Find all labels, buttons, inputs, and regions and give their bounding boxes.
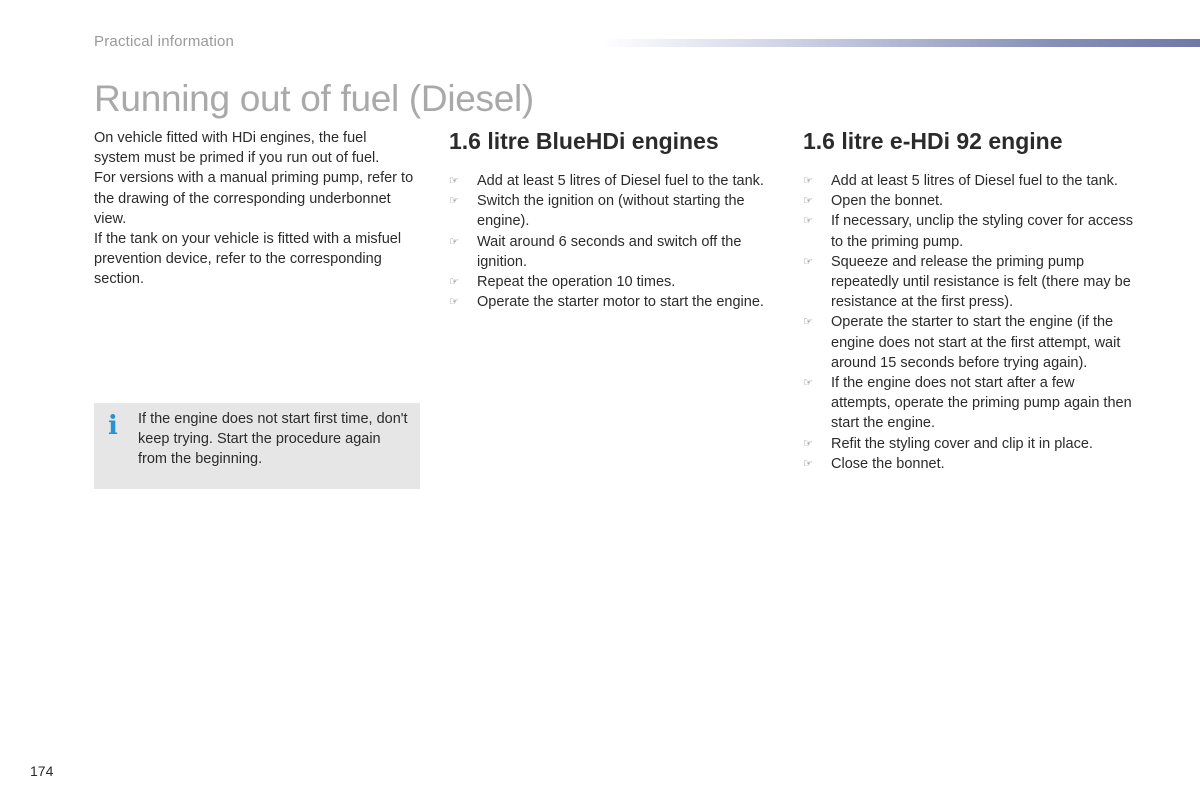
info-box (94, 403, 420, 489)
intro-paragraph: For versions with a manual priming pump, refer to the drawing of the corresponding underbonnet view. (94, 170, 414, 227)
step-item (803, 454, 1133, 474)
page-number: 174 (30, 763, 54, 779)
pointing-hand-icon: ☞ (803, 436, 813, 450)
step-text: Switch the ignition on (without starting the engine). (477, 193, 745, 230)
step-text: Wait around 6 seconds and switch off the ignition. (477, 233, 742, 270)
step-item (449, 171, 779, 191)
pointing-hand-icon: ☞ (449, 275, 459, 289)
pointing-hand-icon: ☞ (449, 234, 459, 248)
section-bluehdi (449, 125, 779, 312)
step-item (449, 292, 779, 312)
steps-list (803, 171, 1133, 474)
step-item (803, 191, 1133, 211)
intro-text (94, 128, 414, 290)
section-title: 1.6 litre BlueHDi engines (449, 128, 719, 154)
step-text: Add at least 5 litres of Diesel fuel to the tank. (477, 173, 764, 189)
steps-list (449, 171, 779, 312)
step-item (803, 252, 1133, 313)
step-item (449, 191, 779, 231)
step-item (803, 312, 1133, 373)
pointing-hand-icon: ☞ (803, 174, 813, 187)
step-item (803, 434, 1133, 454)
step-item (803, 211, 1133, 251)
pointing-hand-icon: ☞ (449, 194, 459, 208)
pointing-hand-icon: ☞ (803, 214, 813, 228)
step-text: Repeat the operation 10 times. (477, 274, 676, 291)
step-text: Add at least 5 litres of Diesel fuel to the tank. (831, 173, 1118, 189)
step-text: Operate the starter motor to start the engine. (477, 294, 764, 311)
info-box-text: If the engine does not start first time, don't keep trying. Start the procedure again from the beginning. (138, 411, 408, 468)
step-text: Squeeze and release the priming pump repeatedly until resistance is felt (there may be resistance at the first press). (831, 253, 1131, 311)
page-title: Running out of fuel (Diesel) (94, 78, 534, 119)
step-item (449, 232, 779, 272)
intro-paragraph: If the tank on your vehicle is fitted with a misfuel prevention device, refer to the corresponding section. (94, 231, 402, 288)
header-accent-bar (600, 39, 1200, 47)
pointing-hand-icon: ☞ (803, 376, 813, 390)
info-icon: i (108, 411, 118, 441)
pointing-hand-icon: ☞ (803, 456, 813, 470)
pointing-hand-icon: ☞ (803, 315, 813, 329)
header-section-label: Practical information (94, 33, 235, 50)
step-text: Open the bonnet. (831, 193, 944, 210)
step-item (803, 171, 1133, 191)
step-text: If the engine does not start after a few attempts, operate the priming pump again then start the engine. (831, 375, 1132, 432)
pointing-hand-icon: ☞ (449, 174, 459, 187)
pointing-hand-icon: ☞ (449, 295, 459, 309)
step-text: Close the bonnet. (831, 455, 945, 472)
pointing-hand-icon: ☞ (803, 254, 813, 268)
intro-paragraph: On vehicle fitted with HDi engines, the fuel system must be primed if you run out of fuel. (94, 130, 380, 167)
step-item (449, 272, 779, 292)
section-ehdi (803, 125, 1133, 474)
pointing-hand-icon: ☞ (803, 194, 813, 208)
step-text: Operate the starter to start the engine (if the engine does not start at the first attempt, wait around 15 seconds before trying again). (831, 314, 1121, 371)
section-title: 1.6 litre e-HDi 92 engine (803, 128, 1063, 154)
step-item (803, 373, 1133, 434)
step-text: Refit the styling cover and clip it in place. (831, 435, 1093, 452)
step-text: If necessary, unclip the styling cover for access to the priming pump. (831, 213, 1133, 250)
